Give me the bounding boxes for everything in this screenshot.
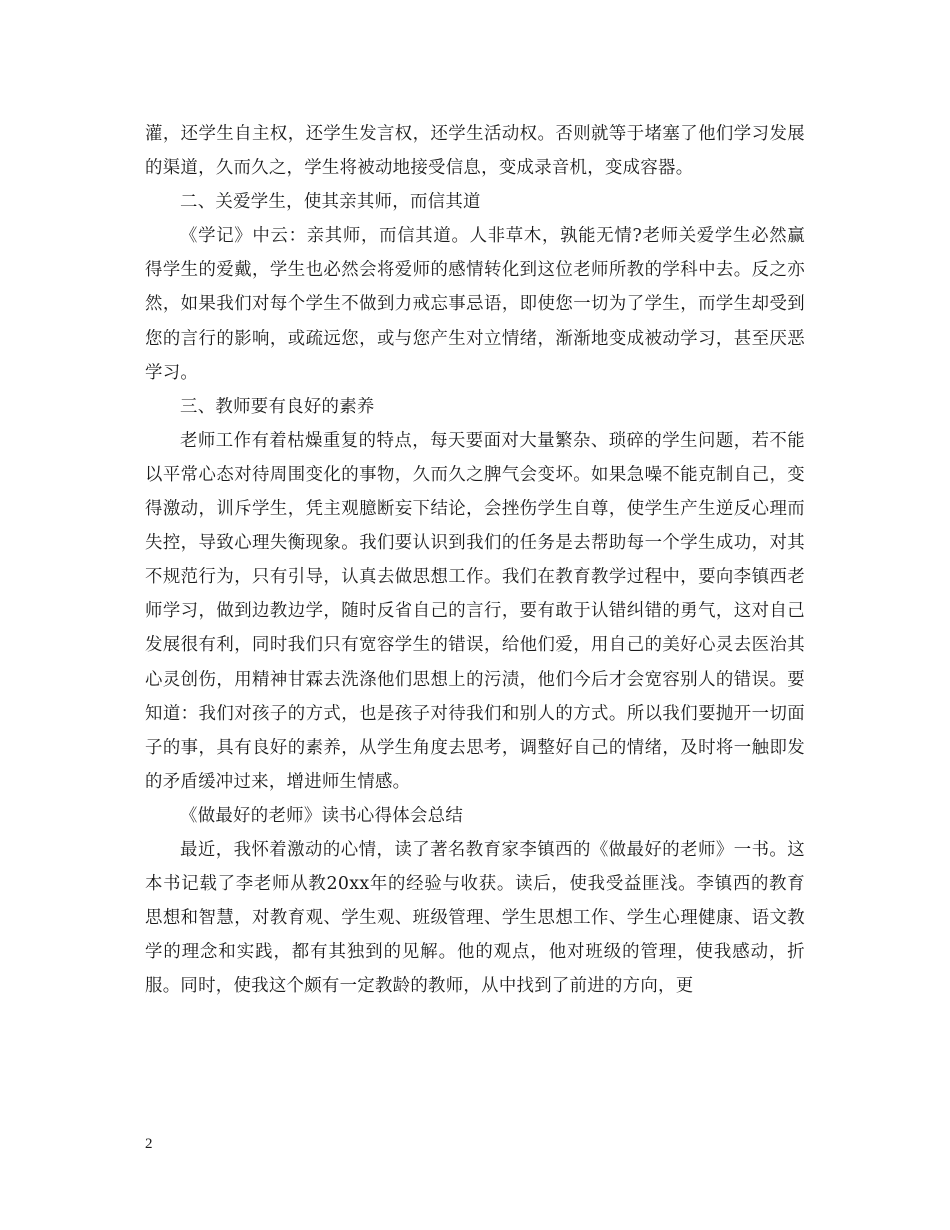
paragraph: 最近，我怀着激动的心情，读了著名教育家李镇西的《做最好的老师》一书。这本书记载了李老师从教20xx年的经验与收获。读后，使我受益匪浅。李镇西的教育思想和智慧，对教育观、学生观、班级管理、学生思想工作、学生心理健康、语文教学的理念和实践，都有其独到的见解。他的观点，他对班级的管理，使我感动，折服。同时，使我这个颇有一定教龄的教师，从中找到了前进的方向，更 <box>145 839 805 997</box>
article-title: 《做最好的老师》读书心得体会总结 <box>180 805 464 826</box>
section-heading-2: 二、关爱学生，使其亲其师，而信其道 <box>180 192 481 213</box>
section-heading-3: 三、教师要有良好的素养 <box>180 396 375 417</box>
document-body <box>145 117 805 1003</box>
paragraph: 老师工作有着枯燥重复的特点，每天要面对大量繁杂、琐碎的学生问题，若不能以平常心态对待周围变化的事物，久而久之脾气会变坏。如果急噪不能克制自己，变得激动，训斥学生，凭主观臆断妄下结论，会挫伤学生自尊，使学生产生逆反心理而失控，导致心理失衡现象。我们要认识到我们的任务是去帮助每一个学生成功，对其不规范行为，只有引导，认真去做思想工作。我们在教育教学过程中，要向李镇西老师学习，做到边教边学，随时反省自己的言行，要有敢于认错纠错的勇气，这对自己发展很有利，同时我们只有宽容学生的错误，给他们爱，用自己的美好心灵去医治其心灵创伤，用精神甘霖去洗涤他们思想上的污渍，他们今后才会宽容别人的错误。要知道：我们对孩子的方式，也是孩子对待我们和别人的方式。所以我们要抛开一切面子的事，具有良好的素养，从学生角度去思考，调整好自己的情绪，及时将一触即发的矛盾缓冲过来，增进师生情感。 <box>145 430 805 792</box>
paragraph: 《学记》中云：亲其师，而信其道。人非草木，孰能无情?老师关爱学生必然赢得学生的爱戴，学生也必然会将爱师的感情转化到这位老师所教的学科中去。反之亦然，如果我们对每个学生不做到力戒忘事忌语，即使您一切为了学生，而学生却受到您的言行的影响，或疏远您，或与您产生对立情绪，渐渐地变成被动学习，甚至厌恶学习。 <box>145 226 805 383</box>
paragraph-continuation: 灌，还学生自主权，还学生发言权，还学生活动权。否则就等于堵塞了他们学习发展的渠道，久而久之，学生将被动地接受信息，变成录音机，变成容器。 <box>145 124 805 179</box>
page-number: 2 <box>145 1136 153 1152</box>
